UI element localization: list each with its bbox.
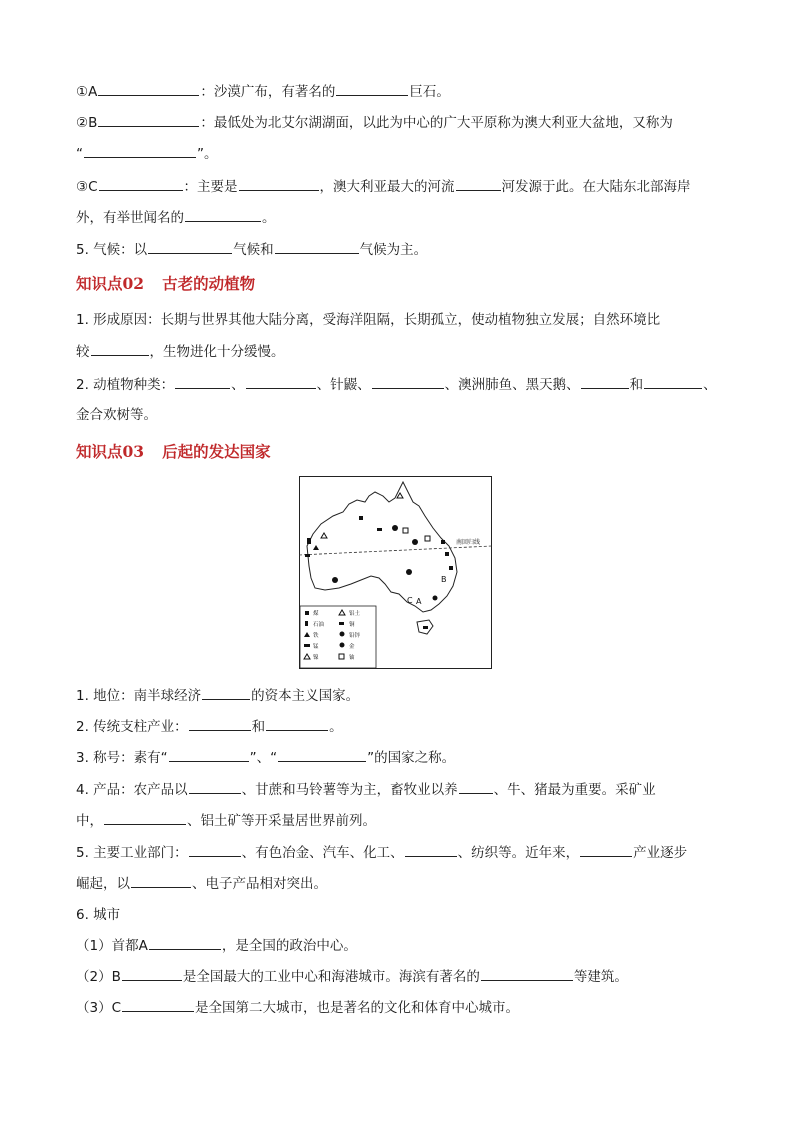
- s2-item2-sep1: 、: [231, 377, 245, 393]
- blank-s2-animal5[interactable]: [644, 374, 702, 389]
- landform-b-line2: [76, 143, 726, 164]
- s3-item1-text2: 的资本主义国家。: [251, 688, 360, 704]
- s2-item2-sep3: 、: [444, 377, 459, 393]
- s3-item2-line: [76, 716, 726, 737]
- legend-uranium: 铀: [349, 655, 355, 661]
- s3-item1-text1: 1. 地位：南半球经济: [76, 688, 202, 704]
- blank-s2-animal1[interactable]: [175, 374, 230, 389]
- c-text2: ，澳大利亚最大的河流: [319, 179, 455, 195]
- s3-city3-line: [76, 997, 726, 1018]
- s3-item3-line: [76, 747, 726, 768]
- coal-symbol-e3: [449, 566, 453, 570]
- s3-item1-line: [76, 685, 726, 706]
- legend-oil-icon: [305, 621, 308, 626]
- s3-city1-text2: ，是全国的政治中心。: [221, 938, 357, 954]
- s3-item5-line2-text1: 崛起，以: [76, 876, 130, 892]
- s2-item2-sep2: 、: [316, 377, 331, 393]
- blank-s3-city-b[interactable]: [122, 966, 182, 981]
- gold-symbol: [406, 569, 412, 575]
- s3-city1-line: [76, 935, 726, 956]
- s2-item2-text4: 和: [629, 377, 644, 393]
- s3-item4-line2: [76, 810, 726, 831]
- b-text1: ：最低处为北艾尔湖湖面，以此为中心的广大平原称为澳大利亚大盆地，又称为: [200, 115, 673, 131]
- a-prefix: ①A: [76, 84, 98, 100]
- blank-a-rock[interactable]: [336, 81, 408, 96]
- blank-s3-title2[interactable]: [278, 747, 366, 762]
- s2-item2-line1: [76, 374, 726, 395]
- landform-c-line: [76, 176, 726, 197]
- coal-symbol-e: [441, 540, 445, 544]
- s3-item4-text3: 、牛、猪最为重要。采矿业: [493, 782, 656, 798]
- blank-s3-status[interactable]: [202, 685, 250, 700]
- s2-item1-text1: 较: [76, 344, 90, 360]
- blank-b-name[interactable]: [98, 112, 199, 127]
- s3-item3-text3: ”的国家之称。: [367, 750, 456, 766]
- s2-item2-text2: 针鼹、: [330, 377, 371, 393]
- s2-item2-text1: 2. 动植物种类：: [76, 377, 175, 393]
- s3-item2-text1: 2. 传统支柱产业：: [76, 719, 188, 735]
- s3-item4-line2-text1: 中，: [76, 813, 103, 829]
- section3-heading: [76, 440, 271, 462]
- s3-city2-line: [76, 966, 726, 987]
- blank-s3-ind3[interactable]: [580, 842, 632, 857]
- c-text1: ：主要是: [183, 179, 238, 195]
- s3-item6-title: 6. 城市: [76, 907, 121, 923]
- s2-item2-sep4: 、: [703, 377, 717, 393]
- blank-s3-crop[interactable]: [189, 779, 241, 794]
- blank-climate-2[interactable]: [275, 239, 359, 254]
- blank-s3-title1[interactable]: [169, 747, 249, 762]
- blank-s3-product[interactable]: [131, 873, 191, 888]
- legend-copper: 铜: [349, 622, 355, 628]
- legend-coal: 煤: [313, 611, 319, 617]
- s3-item4-text2: 、甘蔗和马铃薯等为主，畜牧业以养: [241, 782, 458, 798]
- blank-s3-capital[interactable]: [149, 935, 221, 950]
- s3-item2-text3: 。: [329, 719, 343, 735]
- copper-symbol-n: [377, 528, 382, 531]
- legend-manganese: 锰: [313, 644, 319, 650]
- s3-item3-text2: ”、“: [249, 750, 278, 766]
- a-text1: ：沙漠广布，有著名的: [200, 84, 336, 100]
- s3-city2-text3: 等建筑。: [573, 969, 628, 985]
- city-dot-a: [433, 596, 438, 601]
- s3-city1-text1: （1）首都A: [76, 938, 148, 954]
- legend-leadzinc: 铅锌: [349, 633, 361, 639]
- s3-item2-text2: 和: [251, 719, 266, 735]
- blank-s3-livestock[interactable]: [459, 779, 493, 794]
- blank-s3-city-c[interactable]: [122, 997, 194, 1012]
- c-line2-text2: 。: [262, 210, 276, 226]
- s3-item5-text3: 、纺织等。近年来，: [457, 845, 580, 861]
- blank-b-alias[interactable]: [84, 143, 196, 158]
- s3-item3-text1: 3. 称号：素有“: [76, 750, 168, 766]
- s3-item5-line2: [76, 873, 726, 894]
- c-text3: 河发源于此。在大陆东北部海岸: [501, 179, 691, 195]
- blank-climate-1[interactable]: [148, 239, 232, 254]
- city-label-a: A: [416, 597, 422, 606]
- australia-resource-map: [299, 476, 492, 669]
- blank-c-range[interactable]: [239, 176, 319, 191]
- section2-heading-title: 古老的动植物: [162, 274, 256, 293]
- legend-coal-icon: [305, 611, 309, 615]
- s3-city2-text1: （2）B: [76, 969, 121, 985]
- s3-item4-line2-text2: 、铝土矿等开采量居世界前列。: [187, 813, 376, 829]
- legend-copper-icon: [339, 622, 344, 625]
- coal-symbol-n: [359, 516, 363, 520]
- s3-city3-text2: 是全国第二大城市，也是著名的文化和体育中心城市。: [195, 1000, 520, 1016]
- c-prefix: ③C: [76, 179, 98, 195]
- s3-item5-text4: 产业逐步: [633, 845, 688, 861]
- blank-s3-industry2[interactable]: [266, 716, 328, 731]
- leadzinc-symbol: [392, 525, 398, 531]
- blank-s2-env[interactable]: [91, 341, 149, 356]
- blank-s2-animal4[interactable]: [581, 374, 629, 389]
- oil-symbol: [307, 538, 311, 544]
- gold-symbol-w: [332, 577, 338, 583]
- legend-iron: 铁: [313, 633, 319, 639]
- c-line2-text1: 外，有举世闻名的: [76, 210, 184, 226]
- blank-c-name[interactable]: [99, 176, 183, 191]
- blank-c-reef[interactable]: [185, 207, 261, 222]
- city-label-b: B: [441, 575, 447, 584]
- blank-s3-ind1[interactable]: [189, 842, 241, 857]
- b-quote-open: “: [76, 146, 83, 162]
- legend-leadzinc-icon: [340, 632, 345, 637]
- landform-b-line: [76, 112, 726, 133]
- blank-s3-mineral[interactable]: [104, 810, 186, 825]
- leadzinc-symbol-2: [412, 539, 418, 545]
- coal-symbol-e2: [445, 552, 449, 556]
- b-prefix: ②B: [76, 115, 98, 131]
- climate-text2: 气候和: [233, 242, 274, 258]
- map-legend: [300, 606, 376, 668]
- s2-item2-text3: 澳洲肺鱼、黑天鹅、: [458, 377, 580, 393]
- blank-s3-ind2[interactable]: [405, 842, 457, 857]
- copper-symbol-tas: [423, 626, 428, 629]
- section3-heading-title: 后起的发达国家: [162, 442, 271, 461]
- s3-item4-text1: 4. 产品：农产品以: [76, 782, 188, 798]
- landform-a-line: [76, 81, 726, 102]
- section2-heading: [76, 272, 255, 294]
- legend-manganese-icon: [304, 644, 310, 647]
- section2-heading-num: 知识点02: [76, 274, 145, 293]
- map-svg: [299, 476, 492, 669]
- legend-nickel: 镍: [313, 655, 319, 661]
- landform-c-line2: [76, 207, 726, 228]
- s3-city3-text1: （3）C: [76, 1000, 122, 1016]
- manganese-symbol: [305, 554, 310, 557]
- a-text2: 巨石。: [409, 84, 450, 100]
- blank-a-name[interactable]: [98, 81, 199, 96]
- blank-c-river[interactable]: [456, 176, 501, 191]
- climate-text1: 5. 气候：以: [76, 242, 148, 258]
- blank-s2-animal2[interactable]: [246, 374, 316, 389]
- s3-item5-text2: 、有色冶金、汽车、化工、: [241, 845, 404, 861]
- legend-gold-icon: [340, 643, 345, 648]
- s3-item5-line2-text2: 、电子产品相对突出。: [192, 876, 327, 892]
- b-quote-close: ”。: [197, 146, 218, 162]
- s2-item1-line2: [76, 341, 726, 362]
- legend-bauxite: 铝土: [349, 611, 361, 617]
- s3-item4-line1: [76, 779, 726, 800]
- section3-heading-num: 知识点03: [76, 442, 145, 461]
- s3-item5-line1: [76, 842, 726, 863]
- climate-text3: 气候为主。: [359, 242, 428, 258]
- s2-item2-line2: 金合欢树等。: [76, 407, 157, 423]
- blank-s2-animal3[interactable]: [372, 374, 444, 389]
- legend-oil: 石油: [313, 622, 325, 628]
- s3-item5-text1: 5. 主要工业部门：: [76, 845, 188, 861]
- city-label-c: C: [407, 596, 413, 605]
- s3-city2-text2: 是全国最大的工业中心和海港城市。海滨有著名的: [182, 969, 480, 985]
- s2-item1-line1: 1. 形成原因：长期与世界其他大陆分离，受海洋阻隔，长期孤立，使动植物独立发展；自然环境比: [76, 312, 661, 328]
- climate-line: [76, 239, 726, 260]
- blank-s3-landmark[interactable]: [481, 966, 573, 981]
- tropic-label: 南回归线: [456, 539, 481, 546]
- legend-gold: 金: [349, 644, 355, 650]
- legend-box: [300, 606, 376, 668]
- s2-item1-text2: ，生物进化十分缓慢。: [149, 344, 285, 360]
- blank-s3-industry1[interactable]: [189, 716, 251, 731]
